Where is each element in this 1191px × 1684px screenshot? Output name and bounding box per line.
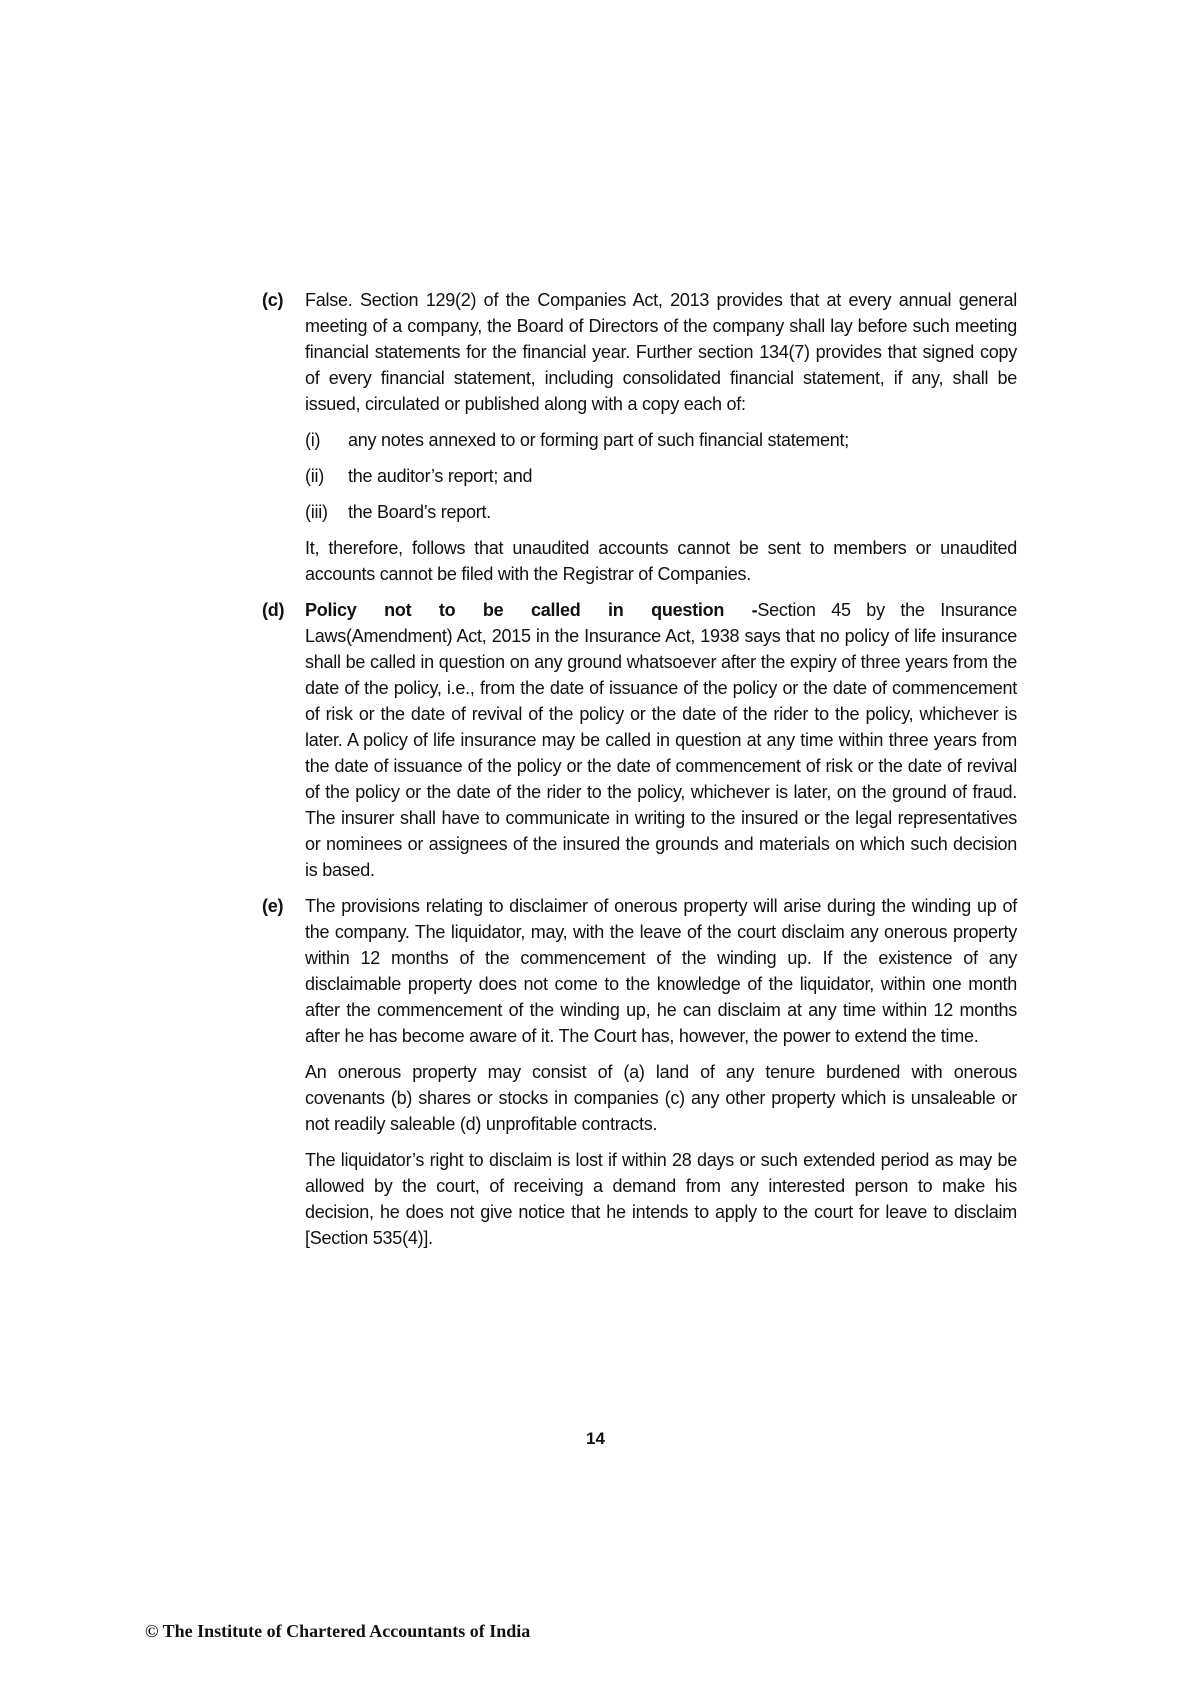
paragraph: It, therefore, follows that unaudited accounts cannot be sent to members or unaudited accounts cannot be filed with the Registrar of Companies. [305, 538, 1017, 584]
sub-list [305, 427, 1017, 525]
answer-item-e [262, 893, 1017, 1251]
sub-list-number: (iii) [305, 502, 328, 522]
copyright-footer: © The Institute of Chartered Accountants of India [145, 1621, 531, 1641]
bold-heading: Policy not to be called in question - [305, 600, 758, 620]
sub-list-text: the auditor’s report; and [348, 466, 533, 486]
sub-list-number: (ii) [305, 466, 324, 486]
answer-content [262, 287, 1017, 1261]
paragraph: False. Section 129(2) of the Companies Act, 2013 provides that at every annual general meeting of a company, the Board of Directors of the company shall lay before such meeting financial statements for the financial year. Further section 134(7) provides that signed copy of every financial statement, including consolidated financial statement, if any, shall be issued, circulated or published along with a copy each of: [305, 290, 1017, 414]
sub-list-number: (i) [305, 430, 321, 450]
sub-list-item [305, 427, 1017, 453]
paragraph [305, 597, 1017, 883]
answer-item-c [262, 287, 1017, 587]
answer-item-d [262, 597, 1017, 883]
item-marker: (c) [262, 290, 284, 310]
item-marker: (e) [262, 896, 284, 916]
page-number: 14 [586, 1429, 605, 1448]
paragraph: The provisions relating to disclaimer of onerous property will arise during the winding up of the company. The liquidator, may, with the leave of the court disclaim any onerous property within 12 months of the commencement of the winding up. If the existence of any disclaimable property does not come to the knowledge of the liquidator, within one month after the commencement of the winding up, he can disclaim at any time within 12 months after he has become aware of it. The Court has, however, the power to extend the time. [305, 896, 1017, 1046]
sub-list-text: the Board’s report. [348, 502, 492, 522]
paragraph: The liquidator’s right to disclaim is lost if within 28 days or such extended period as may be allowed by the court, of receiving a demand from any interested person to make his decision, he does not give notice that he intends to apply to the court for leave to disclaim [Section 535(4)]. [305, 1150, 1017, 1248]
sub-list-text: any notes annexed to or forming part of such financial statement; [348, 430, 850, 450]
paragraph-text: Section 45 by the Insurance Laws(Amendment) Act, 2015 in the Insurance Act, 1938 says that no policy of life insurance shall be called in question on any ground whatsoever after the expiry of three years from the date of the policy, i.e., from the date of issuance of the policy or the date of commencement of risk or the date of revival of the policy or the date of the rider to the policy, whichever is later. A policy of life insurance may be called in question at any time within three years from the date of issuance of the policy or the date of commencement of risk or the date of revival of the policy or the date of the rider to the policy, whichever is later, on the ground of fraud. The insurer shall have to communicate in writing to the insured or the legal representatives or nominees or assignees of the insured the grounds and materials on which such decision is based. [305, 600, 1017, 880]
paragraph: An onerous property may consist of (a) land of any tenure burdened with onerous covenants (b) shares or stocks in companies (c) any other property which is unsaleable or not readily saleable (d) unprofitable contracts. [305, 1062, 1017, 1134]
sub-list-item [305, 499, 1017, 525]
item-marker: (d) [262, 600, 285, 620]
sub-list-item [305, 463, 1017, 489]
